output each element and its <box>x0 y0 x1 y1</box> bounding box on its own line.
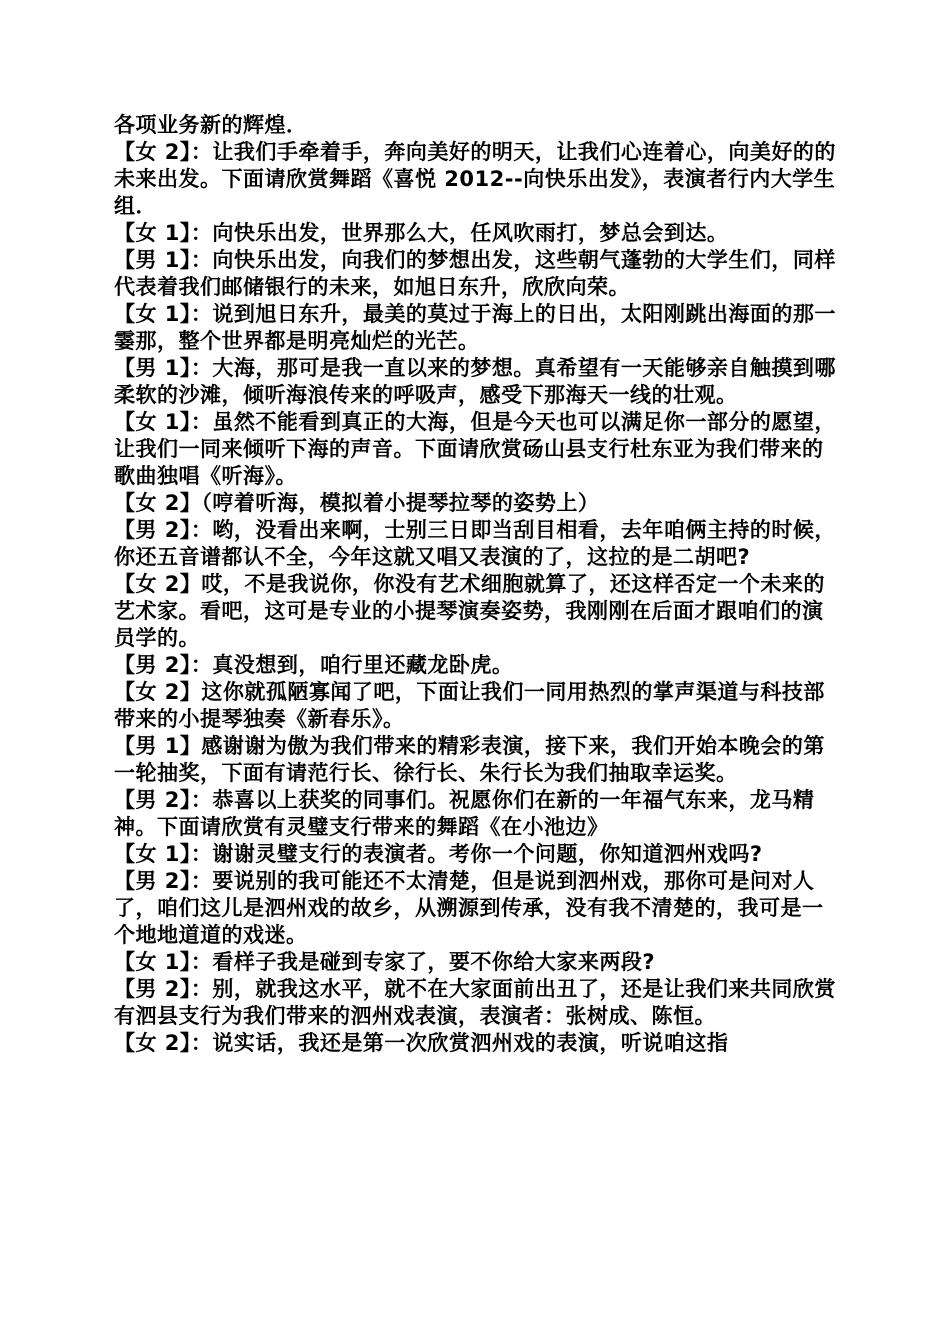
paragraph: 【男 2】：要说别的我可能还不太清楚，但是说到泗州戏，那你可是问对人了，咱们这儿是泗州戏的故乡，从溯源到传承，没有我不清楚的，我可是一个地地道道的戏迷。 <box>114 869 824 947</box>
paragraph: 【男 1】：大海，那可是我一直以来的梦想。真希望有一天能够亲自触摸到哪柔软的沙滩，倾听海浪传来的呼吸声，感受下那海天一线的壮观。 <box>114 356 836 407</box>
paragraph: 【男 2】：哟，没看出来啊，士别三日即当刮目相看，去年咱俩主持的时候，你还五音谱都认不全，今年这就又唱又表演的了，这拉的是二胡吧? <box>114 518 836 569</box>
paragraph: 【女 2】（哼着听海，模拟着小提琴拉琴的姿势上） <box>114 491 600 515</box>
paragraph: 【男 1】感谢谢为傲为我们带来的精彩表演，接下来，我们开始本晚会的第一轮抽奖，下面有请范行长、徐行长、朱行长为我们抽取幸运奖。 <box>114 734 825 785</box>
paragraph: 【女 1】：看样子我是碰到专家了，要不你给大家来两段? <box>114 950 656 974</box>
paragraph: 【女 1】：谢谢灵璧支行的表演者。考你一个问题，你知道泗州戏吗? <box>114 842 763 866</box>
paragraph: 【女 2】：让我们手牵着手，奔向美好的明天，让我们心连着心，向美好的的未来出发。下面请欣赏舞蹈《喜悦 2012--向快乐出发》，表演者行内大学生组． <box>114 140 836 218</box>
paragraph: 【女 2】哎，不是我说你，你没有艺术细胞就算了，还这样否定一个未来的艺术家。看吧，这可是专业的小提琴演奏姿势，我刚刚在后面才跟咱们的演员学的。 <box>114 572 825 650</box>
paragraph: 【女 1】：虽然不能看到真正的大海，但是今天也可以满足你一部分的愿望，让我们一同来倾听下海的声音。下面请欣赏砀山县支行杜东亚为我们带来的歌曲独唱《听海》。 <box>114 410 836 488</box>
paragraph: 【男 2】：真没想到，咱行里还藏龙卧虎。 <box>114 653 514 677</box>
paragraph: 【女 2】这你就孤陋寡闻了吧，下面让我们一同用热烈的掌声渠道与科技部带来的小提琴独奏《新春乐》。 <box>114 680 825 731</box>
paragraph: 【男 2】：别，就我这水平，就不在大家面前出丑了，还是让我们来共同欣赏有泗县支行为我们带来的泗州戏表演，表演者：张树成、陈恒。 <box>114 977 836 1028</box>
paragraph: 【女 1】：说到旭日东升，最美的莫过于海上的日出，太阳刚跳出海面的那一霎那，整个世界都是明亮灿烂的光芒。 <box>114 302 836 353</box>
paragraph: 【男 2】：恭喜以上获奖的同事们。祝愿你们在新的一年福气东来，龙马精神。下面请欣赏有灵璧支行带来的舞蹈《在小池边》 <box>114 788 815 839</box>
paragraph: 【女 2】：说实话，我还是第一次欣赏泗州戏的表演，听说咱这指 <box>114 1031 729 1055</box>
paragraph: 【女 1】：向快乐出发，世界那么大，任风吹雨打，梦总会到达。 <box>114 221 729 245</box>
paragraph: 【男 1】：向快乐出发，向我们的梦想出发，这些朝气蓬勃的大学生们，同样代表着我们邮储银行的未来，如旭日东升，欣欣向荣。 <box>114 248 836 299</box>
document-page <box>114 112 836 1057</box>
paragraph: 各项业务新的辉煌． <box>114 113 308 137</box>
